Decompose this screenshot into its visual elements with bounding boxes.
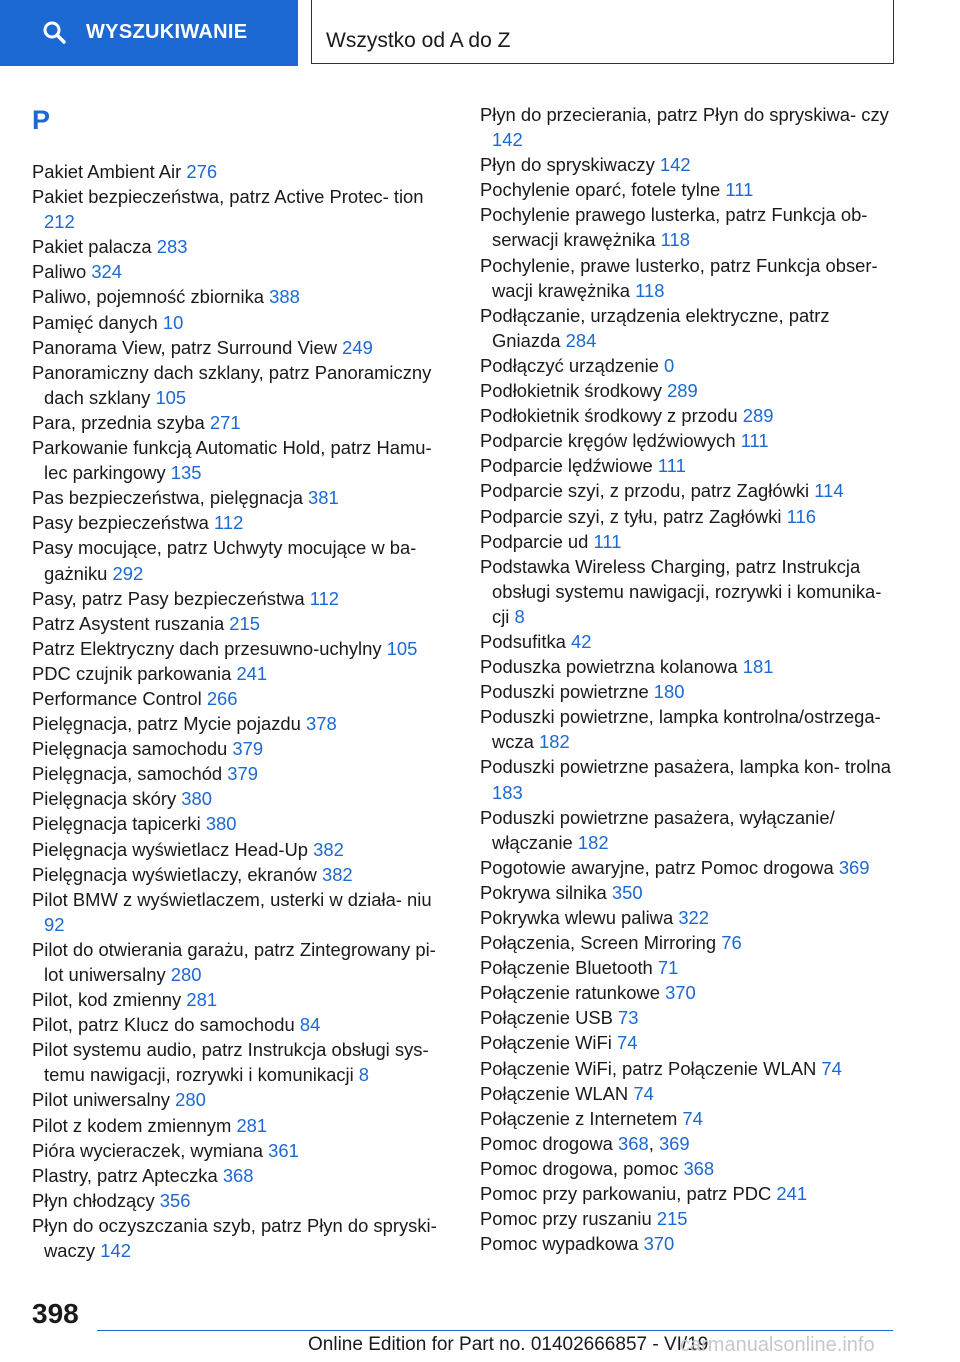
index-entry [32,1163,452,1188]
page-link[interactable]: 8 [514,605,525,627]
page-link[interactable]: 271 [209,411,241,433]
index-entry [32,1113,452,1138]
footer-divider [97,1330,893,1331]
page-link[interactable]: 350 [611,881,643,903]
index-entry [480,253,900,303]
index-entry [480,303,900,353]
index-entry [32,535,452,585]
index-entry [32,811,452,836]
index-entry-text: Panorama View, patrz Surround View [32,336,337,358]
section-letter: P [32,105,51,135]
page-link[interactable]: 266 [206,687,238,709]
index-entry-text: Podłokietnik środkowy [480,380,662,402]
index-entry [480,1106,900,1131]
page-link[interactable]: 182 [577,831,609,853]
index-entry-text: Pakiet Ambient Air [32,161,182,182]
page-link[interactable]: 183 [492,781,523,803]
index-entry-text: Pióra wycieraczek, wymiana [32,1139,263,1161]
index-entry-text: Poduszki powietrzne pasażera, wyłączanie/ włączanie [480,806,835,853]
index-entry-text: Połączenie z Internetem [480,1107,678,1129]
page-link[interactable]: 356 [159,1189,191,1211]
index-entry [480,629,900,654]
page-link[interactable]: 181 [742,656,774,678]
search-button[interactable] [0,0,298,64]
index-entry-text: Podparcie lędźwiowe [480,455,653,477]
index-entry-text: Pokrywka wlewu paliwa [480,907,674,928]
index-entry-text: Pakiet palacza [32,236,152,258]
page-link[interactable]: 380 [181,788,212,810]
index-entry-text: PDC czujnik parkowania [32,662,232,684]
index-column-right [480,102,900,1256]
index-entry-text: Pielęgnacja skóry [32,788,177,810]
page-link[interactable]: 369 [838,856,870,878]
page-link[interactable]: 74 [821,1057,842,1079]
page-link[interactable]: 71 [657,957,679,979]
index-entry-text: Połączenia, Screen Mirroring [480,932,717,954]
index-entry-text: Poduszki powietrzne, lampka kontrolna/ostrzega‐ wcza [480,706,881,753]
index-entry [32,410,452,435]
search-label: WYSZUKIWANIE [86,21,248,43]
page-link[interactable]: 118 [660,229,690,251]
page-link[interactable]: 92 [44,913,65,935]
page-number: 398 [32,1298,79,1329]
index-entry-text: Pakiet bezpieczeństwa, patrz Active Protec‐ tion [32,186,424,208]
index-entry [32,335,452,360]
index-entry-text: Pomoc przy parkowaniu, patrz PDC [480,1183,772,1205]
index-entry [32,1012,452,1037]
index-entry [32,435,452,485]
index-entry-text: Pochylenie prawego lusterka, patrz Funkcja ob‐ serwacji krawężnika [480,204,868,251]
index-entry [480,504,900,529]
index-entry [480,1181,900,1206]
page-link[interactable]: 368 [683,1157,715,1179]
index-entry-text: Pielęgnacja wyświetlaczy, ekranów [32,863,317,885]
index-entry [480,102,900,152]
page-link[interactable]: 74 [616,1032,638,1054]
page-link[interactable]: 215 [656,1208,688,1230]
page-link[interactable]: 284 [565,329,597,351]
page-link[interactable]: 116 [786,505,816,527]
index-entry-text: Pilot, patrz Klucz do samochodu [32,1014,295,1036]
page-link[interactable]: 280 [175,1089,206,1111]
index-entry-text: Płyn chłodzący [32,1189,155,1211]
index-entry [480,353,900,378]
index-entry [480,980,900,1005]
index-entry [480,177,900,202]
index-entry-text: Pokrywa silnika [480,881,607,903]
index-entry [480,1156,900,1181]
page-link[interactable]: 379 [232,738,264,760]
page-link[interactable]: 118 [635,279,665,301]
index-entry [32,937,452,987]
index-entry-text: Podłokietnik środkowy z przodu [480,405,738,427]
page-link[interactable]: 111 [593,530,622,552]
index-entry: Pomoc drogowa 368, 369 [480,1132,690,1154]
index-entry-text: Performance Control [32,687,202,709]
index-entry-text: Pielęgnacja, samochód [32,763,223,785]
index-entry [480,152,900,177]
index-entry-text: Pilot z kodem zmiennym [32,1114,232,1136]
index-entry [480,428,900,453]
index-entry-text: Pamięć danych [32,311,158,333]
page-link[interactable]: 324 [91,261,122,283]
index-entry-text: Pas bezpieczeństwa, pielęgnacja [32,487,303,509]
index-entry [32,736,452,761]
index-entry-text: Pasy mocujące, patrz Uchwyty mocujące w ba‐ gażniku [32,537,417,584]
index-entry [32,360,452,410]
index-entry [480,478,900,503]
index-entry [32,159,452,184]
index-entry-text: Pilot systemu audio, patrz Instrukcja obsługi sys‐ temu nawigacji, rozrywki i komunikacji [32,1039,429,1086]
section-title-tab[interactable] [311,0,894,64]
page-link[interactable]: 212 [44,211,75,233]
index-entry [32,510,452,535]
index-entry-text: Pasy bezpieczeństwa [32,512,209,534]
index-entry [32,310,452,335]
index-entry [32,234,452,259]
index-entry [480,905,900,930]
index-entry-text: Pielęgnacja samochodu [32,738,228,760]
index-entry-text: Paliwo [32,261,87,283]
index-entry [32,1188,452,1213]
page-link[interactable]: 276 [186,161,218,182]
page-link[interactable]: 142 [659,154,691,176]
index-entry [32,1138,452,1163]
index-entry-text: Pogotowie awaryjne, patrz Pomoc drogowa [480,856,834,878]
index-entry [480,704,900,754]
index-entry-text: Połączenie Bluetooth [480,957,653,979]
page-link[interactable]: 74 [682,1107,703,1129]
index-entry-text: Podstawka Wireless Charging, patrz Instrukcja obsługi systemu nawigacji, rozrywki i komunika‐ cji [480,555,882,627]
page-link[interactable]: 368 [222,1164,254,1186]
index-column-left [32,159,452,1263]
index-entry-text: Połączenie WLAN [480,1082,629,1104]
index-entry [480,1056,900,1081]
index-entry-text: Paliwo, pojemność zbiornika [32,286,265,308]
page-link[interactable]: 135 [170,462,202,484]
index-entry [32,485,452,510]
index-entry [480,378,900,403]
index-entry [480,855,900,880]
index-entry [480,1081,900,1106]
header-underline [0,64,298,66]
index-entry-text: Pielęgnacja wyświetlacz Head-Up [32,838,308,860]
index-entry [32,661,452,686]
page-link[interactable]: 8 [358,1064,370,1086]
index-entry-text: Pilot uniwersalny [32,1089,170,1111]
page-link[interactable]: 111 [740,430,769,452]
index-entry-text: Połączenie USB [480,1007,613,1029]
page-link[interactable]: 249 [342,336,373,358]
index-entry-text: Parkowanie funkcją Automatic Hold, patrz Hamu‐ lec parkingowy [32,437,432,484]
index-entry-text: Podłączyć urządzenie [480,354,659,376]
page-link[interactable]: 76 [721,932,742,954]
index-entry [32,636,452,661]
index-entry-text: Płyn do spryskiwaczy [480,154,655,176]
index-entry-text: Pielęgnacja, patrz Mycie pojazdu [32,713,301,735]
page-link[interactable]: 281 [186,989,218,1011]
index-entry [32,987,452,1012]
index-entry [480,1231,900,1256]
page-link[interactable]: 370 [665,982,696,1004]
section-title: Wszystko od A do Z [326,29,511,52]
index-entry-text: Patrz Asystent ruszania [32,612,225,634]
index-entry-text: Pochylenie oparć, fotele tylne [480,179,721,201]
page-link[interactable]: 114 [814,480,844,502]
page-link[interactable]: 289 [667,380,698,402]
index-entry-text: Połączenie WiFi [480,1032,612,1054]
index-entry [480,955,900,980]
index-entry-text: Poduszki powietrzne [480,681,649,703]
index-entry [32,184,452,234]
page-link[interactable]: 281 [236,1114,268,1136]
page-link[interactable]: 322 [678,907,709,928]
index-entry [480,1206,900,1231]
header [0,0,960,66]
page-link[interactable]: 84 [299,1014,321,1036]
index-entry [480,1005,900,1030]
index-entry-text: Plastry, patrz Apteczka [32,1164,218,1186]
index-entry [32,837,452,862]
index-entry-text: Pilot, kod zmienny [32,989,182,1011]
page-link[interactable]: 280 [170,964,202,985]
index-entry-text: Panoramiczny dach szklany, patrz Panoramiczny dach szklany [32,361,432,408]
index-entry-text: Pasy, patrz Pasy bezpieczeństwa [32,587,305,609]
page-link[interactable]: 289 [742,405,774,427]
index-entry-text: Płyn do oczyszczania szyb, patrz Płyn do spryski‐ waczy [32,1214,437,1262]
index-entry [32,1213,452,1263]
page-link[interactable]: 105 [386,637,418,659]
index-entry [32,686,452,711]
index-entry-text: Pomoc przy ruszaniu [480,1208,652,1230]
index-entry [480,554,900,629]
index-entry [480,880,900,905]
page-link[interactable]: 112 [213,512,244,534]
index-entry-text: Połączenie ratunkowe [480,982,660,1004]
page-link[interactable]: 111 [725,179,754,201]
page-link[interactable]: 10 [162,311,184,333]
page-link[interactable]: 361 [268,1139,299,1161]
index-entry-text: Połączenie WiFi, patrz Połączenie WLAN [480,1057,817,1079]
index-entry [32,586,452,611]
index-entry [32,611,452,636]
edition-text: Online Edition for Part no. 01402666857 - VI/19 [308,1334,709,1355]
index-entry-text: Pomoc drogowa [480,1132,613,1154]
page-link[interactable]: 111 [657,455,686,477]
index-entry-text: Pielęgnacja tapicerki [32,813,201,835]
index-entry [32,711,452,736]
index-entry [32,761,452,786]
index-entry [32,786,452,811]
index-entry-text: Poduszki powietrzne pasażera, lampka kon‐ trolna [480,756,891,778]
page-link[interactable]: 292 [112,562,144,584]
index-entry-text: Poduszka powietrzna kolanowa [480,656,738,678]
index-entry [480,1030,900,1055]
page-link[interactable]: 379 [227,763,258,785]
index-entry-text: Podłączanie, urządzenia elektryczne, patrz Gniazda [480,304,830,351]
page-link[interactable]: 42 [571,630,592,652]
index-entry-text: Patrz Elektryczny dach przesuwno-uchylny [32,637,382,659]
index-entry-text: Pochylenie, prawe lusterko, patrz Funkcja obser‐ wacji krawężnika [480,254,878,301]
index-entry-text: Pomoc drogowa, pomoc [480,1157,679,1179]
page-link[interactable]: 283 [156,236,188,258]
page-link[interactable]: 388 [269,286,300,308]
page-link[interactable]: 105 [155,386,187,408]
index-entry [480,202,900,252]
index-entry [32,259,452,284]
page-link[interactable]: 0 [664,354,675,376]
index-entry-text: Pilot BMW z wyświetlaczem, usterki w działa‐ niu [32,888,432,910]
page-link[interactable]: 215 [229,612,260,634]
search-icon [42,20,66,44]
page-link[interactable]: 180 [653,681,685,703]
index-entry-text: Para, przednia szyba [32,411,205,433]
index-entry-text: Pomoc wypadkowa [480,1233,639,1255]
index-entry [480,403,900,428]
index-entry-text: Płyn do przecierania, patrz Płyn do spryskiwa‐ czy [480,104,889,125]
page-link[interactable]: 73 [618,1007,639,1029]
index-entry [480,654,900,679]
page-link[interactable]: 369 [658,1132,690,1154]
index-entry [32,1037,452,1087]
index-entry-text: Pilot do otwierania garażu, patrz Zintegrowany pi‐ lot uniwersalny [32,938,436,985]
page-link[interactable]: 382 [321,863,353,885]
page-link[interactable]: 241 [776,1183,808,1205]
page-link[interactable]: 142 [492,129,523,151]
index-entry [480,679,900,704]
page-link[interactable]: 112 [309,587,340,609]
page-link[interactable]: 380 [205,813,237,835]
page-link[interactable]: 368 [618,1132,649,1154]
index-entry-text: Podparcie szyi, z przodu, patrz Zagłówki [480,480,810,502]
index-entry-text: Podparcie szyi, z tyłu, patrz Zagłówki [480,505,782,527]
index-entry [480,754,900,804]
index-entry [480,453,900,478]
page-link[interactable]: 182 [539,731,570,753]
index-entry-text: Podsufitka [480,630,566,652]
index-entry [32,1087,452,1112]
index-entry [32,887,452,937]
index-entry [480,529,900,554]
page-link[interactable]: 74 [633,1082,654,1104]
page-link[interactable]: 378 [305,713,337,735]
index-entry [32,862,452,887]
index-entry-text: Podparcie kręgów lędźwiowych [480,430,736,452]
index-entry-text: Podparcie ud [480,530,589,552]
page-link[interactable]: 370 [643,1233,675,1255]
page-link[interactable]: 382 [313,838,344,860]
page-link[interactable]: 241 [236,662,268,684]
page-link[interactable]: 381 [308,487,339,509]
page-link[interactable]: 142 [100,1240,131,1262]
index-entry [480,805,900,855]
index-entry [480,930,900,955]
index-entry [32,284,452,309]
watermark: carmanualsonline.info [680,1334,875,1356]
